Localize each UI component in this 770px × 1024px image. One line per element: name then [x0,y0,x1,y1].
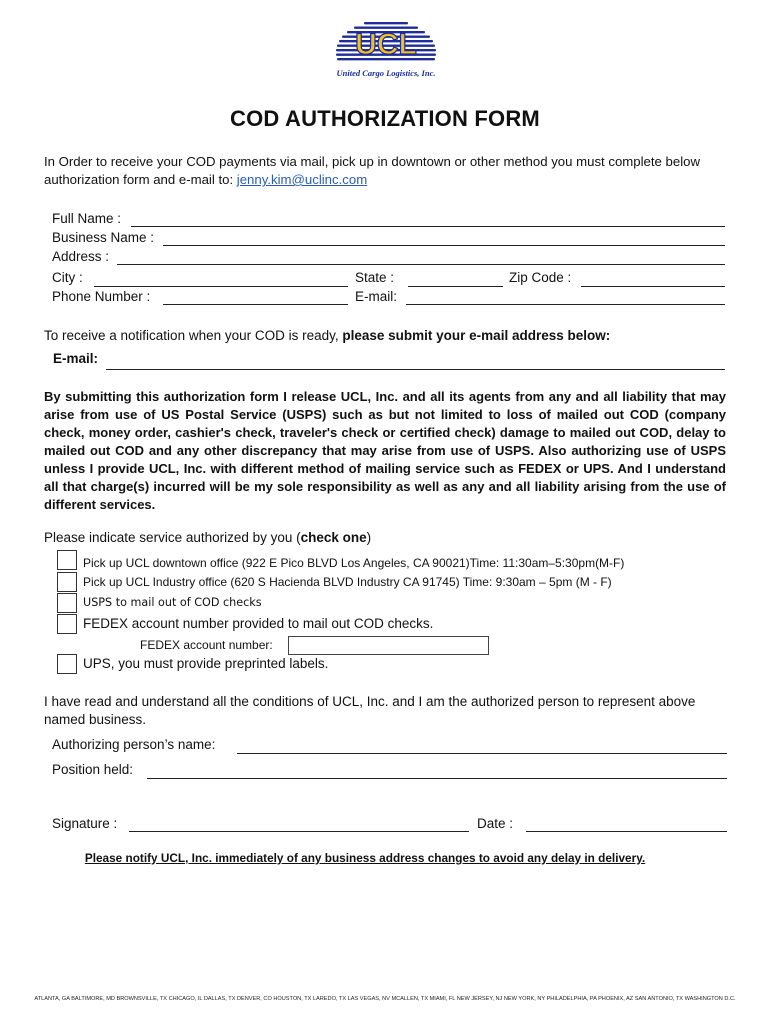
intro-body: In Order to receive your COD payments via mail, pick up in downtown or other method you must complete below authorization form and e-mail to: [44,154,701,187]
industry-pickup-checkbox[interactable] [57,572,77,592]
service-prompt-end: ) [366,530,372,545]
page-title: COD AUTHORIZATION FORM [230,106,540,131]
service-prompt-start: Please indicate service authorized by you ( [44,530,301,545]
intro-text [44,153,734,189]
business-name-label: Business Name : [52,230,155,245]
address-field[interactable] [117,264,725,265]
state-label: State : [355,270,395,285]
service-prompt-bold: check one [300,530,367,545]
svg-text:UCL: UCL [355,28,417,61]
authorizing-name-label: Authorizing person’s name: [52,737,216,752]
usps-option: USPS to mail out of COD checks [83,596,262,609]
acknowledgement-text: I have read and understand all the conditions of UCL, Inc. and I am the authorized person to represent above named business. [44,694,696,727]
notification-email-label: E-mail: [53,351,99,366]
address-label: Address : [52,249,110,264]
email-label: E-mail: [355,289,398,304]
downtown-pickup-option: Pick up UCL downtown office (922 E Pico BLVD Los Angeles, CA 90021)Time: 11:30am–5:30pm(M-F) [83,556,625,570]
downtown-pickup-checkbox[interactable] [57,550,77,570]
signature-field[interactable] [129,831,469,832]
email-field[interactable] [406,304,725,305]
company-logo [330,20,442,84]
notification-body: To receive a notification when your COD is ready, [44,328,343,343]
zip-code-label: Zip Code : [509,270,572,285]
fedex-checkbox[interactable] [57,614,77,634]
fedex-option: FEDEX account number provided to mail out COD checks. [83,616,434,631]
phone-number-field[interactable] [163,304,348,305]
authorizing-name-field[interactable] [237,753,727,754]
state-field[interactable] [408,286,503,287]
business-name-field[interactable] [163,245,725,246]
address-change-notice: Please notify UCL, Inc. immediately of any business address changes to avoid any delay in delivery. [84,851,646,865]
ucl-logo-graphic [330,20,442,70]
city-field[interactable] [94,286,348,287]
phone-number-label: Phone Number : [52,289,151,304]
company-name: United Cargo Logistics, Inc. [336,68,436,78]
full-name-label: Full Name : [52,211,122,226]
release-paragraph: By submitting this authorization form I release UCL, Inc. and all its agents from any and all liability that may arise from use of US Postal Service (USPS) such as but not limited to loss of mailed out COD (company check, money order, cashier's check, traveler's check or certified check) damage to mailed out COD, delay to mailed out COD and any other discrepancy that may arise from use of USPS. Also authorizing use of USPS unless I provide UCL, Inc. with different method of mailing service such as FEDEX or UPS. And I understand all that charge(s) incurred will be my sole responsibility as well as any and all liability arising from the use of different services. [44,389,726,512]
position-held-field[interactable] [147,778,727,779]
zip-code-field[interactable] [581,286,725,287]
signature-label: Signature : [52,816,118,831]
city-label: City : [52,270,83,285]
ups-option: UPS, you must provide preprinted labels. [83,656,329,671]
contact-email-link[interactable]: jenny.kim@uclinc.com [236,172,368,187]
notification-email-field[interactable] [106,369,725,370]
footer-locations: ATLANTA, GA BALTIMORE, MD BROWNSVILLE, TX CHICAGO, IL DALLAS, TX DENVER, CO HOUSTON, TX LAREDO, TX LAS VEGAS, NV MCALLEN, TX MIAMI, FL NEW JERSEY, NJ NEW YORK, NY PHILADELPHIA, PA PHOENIX, AZ SAN ANTONIO, TX WASHINGTON D.C. [34,996,736,1002]
date-label: Date : [477,816,514,831]
position-held-label: Position held: [52,762,134,777]
full-name-field[interactable] [131,226,725,227]
notification-emphasis: please submit your e-mail address below: [342,328,611,343]
fedex-account-input[interactable] [288,636,489,655]
notification-text [44,328,610,344]
service-prompt [44,530,371,546]
fedex-account-label: FEDEX account number: [140,638,273,652]
usps-checkbox[interactable] [57,593,77,613]
industry-pickup-option: Pick up UCL Industry office (620 S Hacienda BLVD Industry CA 91745) Time: 9:30am – 5pm (M - F) [83,575,612,589]
date-field[interactable] [526,831,727,832]
ups-checkbox[interactable] [57,654,77,674]
